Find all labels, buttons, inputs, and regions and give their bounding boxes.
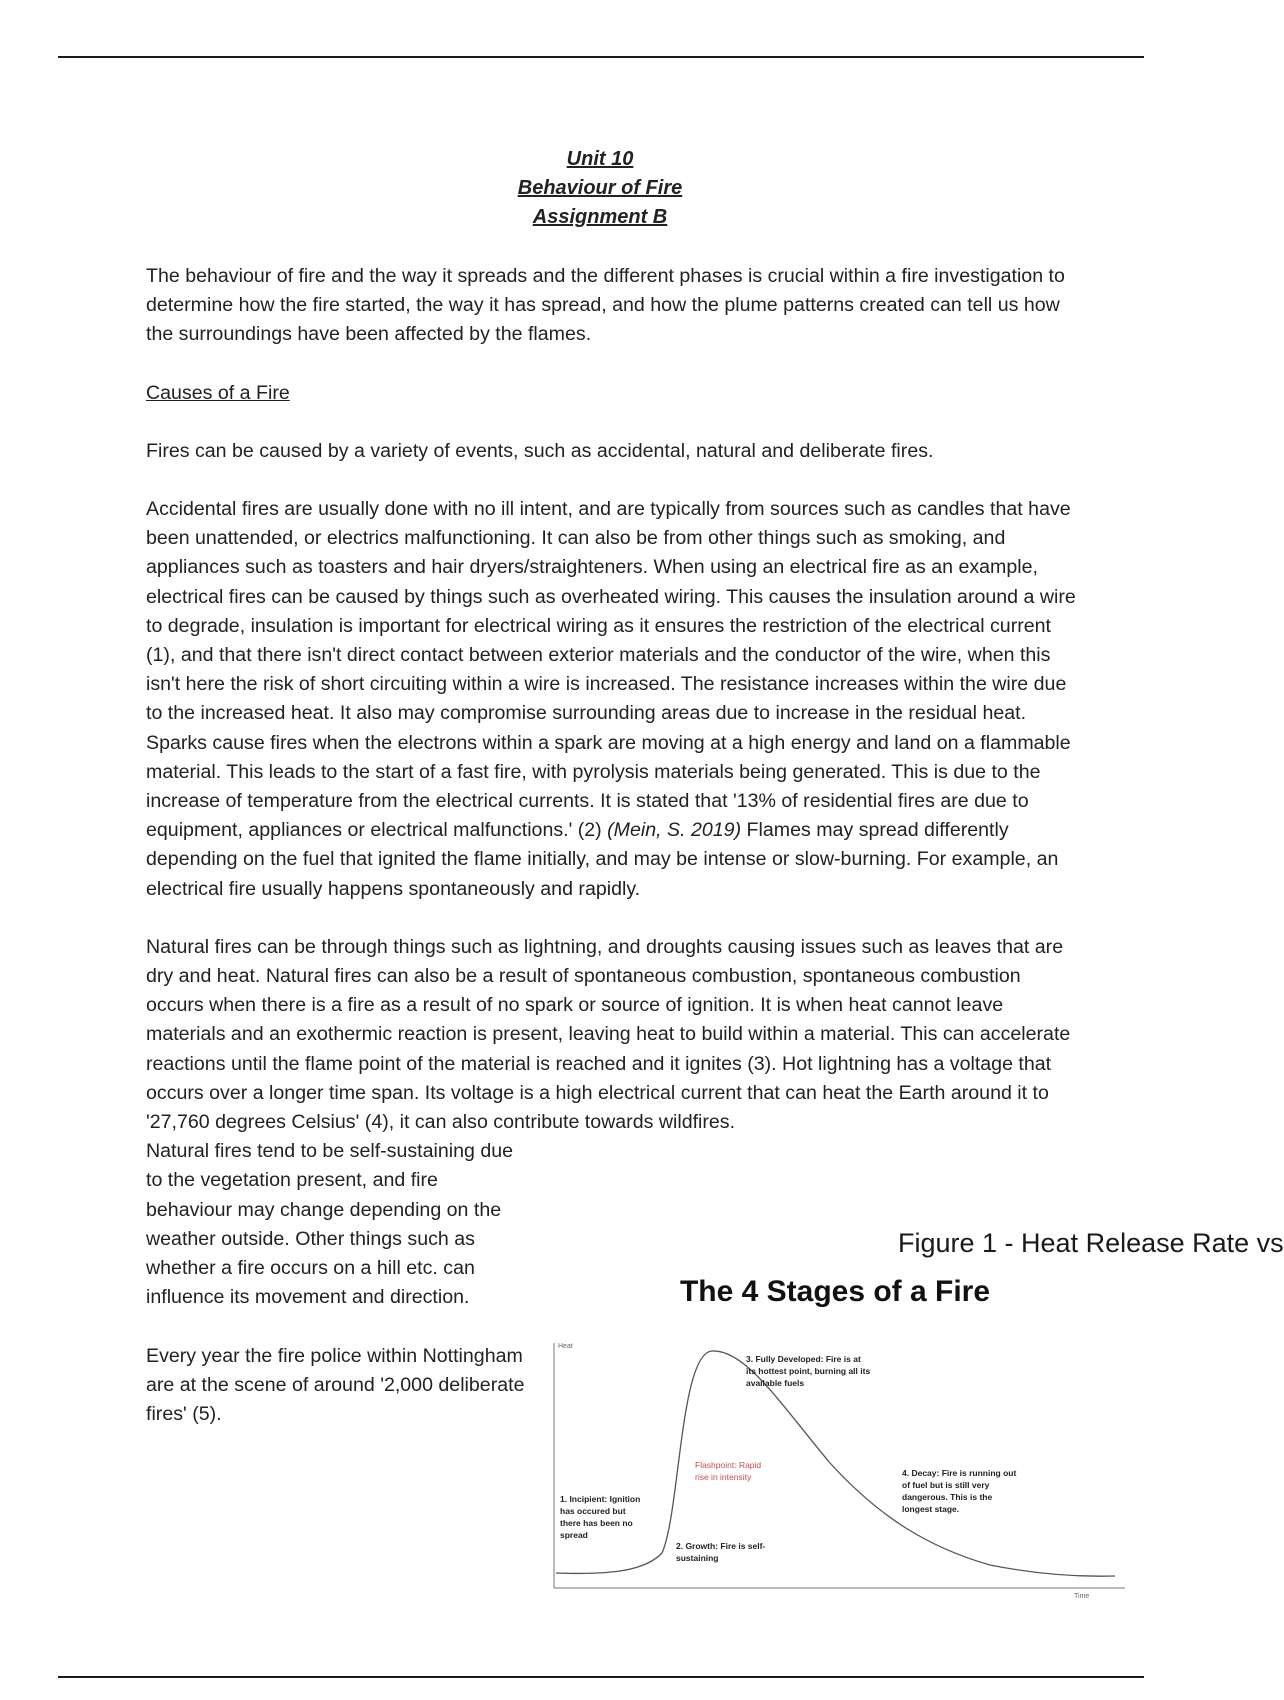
flashpoint-label: Flashpoint: Rapid rise in intensity (695, 1460, 762, 1482)
y-axis-label: Heat (558, 1343, 573, 1350)
fire-stages-figure (540, 1263, 1130, 1623)
accidental-text: Accidental fires are usually done with no ill intent, and are typically from sources such as candles that have been unattended, or electrics malfunctioning. It can also be from other things such as smoking, and appliances such as toasters and hair dryers/straighteners. When using an electrical fire as an example, electrical fires can be caused by things such as overheated wiring. This causes the insulation around a wire to degrade, insulation is important for electrical wiring as it ensures the restriction of the electrical current (1), and that there isn't direct contact between exterior materials and the conductor of the wire, when this isn't here the risk of short circuiting within a wire is increased. The resistance increases within the wire due to the increased heat. It also may compromise surrounding areas due to increase in the residual heat. Sparks cause fires when the electrons within a spark are moving at a high energy and land on a flammable material. This leads to the start of a fast fire, with pyrolysis materials being generated. This is due to the increase of temperature from the electrical currents. It is stated that '13% of residential fires are due to equipment, appliances or electrical malfunctions.' (2) (146, 498, 1076, 842)
unit-heading: Unit 10 (566, 148, 634, 170)
x-axis-label: Time (1074, 1593, 1090, 1600)
bottom-rule (58, 1676, 1144, 1678)
accidental-paragraph (146, 495, 1076, 904)
top-rule (58, 56, 1144, 58)
figure-caption: Figure 1 - Heat Release Rate vs (898, 1228, 1284, 1258)
stage1-label: 1. Incipient: Ignition has occured but there has been no spread (560, 1494, 641, 1540)
citation: (Mein, S. 2019) (607, 819, 742, 842)
natural-paragraph: Natural fires can be through things such as lightning, and droughts causing issues such as leaves that are dry and heat. Natural fires can also be a result of spontaneous combustion, spontaneous combustion occurs when there is a fire as a result of no spark or source of ignition. It is when heat cannot leave materials and an exothermic reaction is present, leaving heat to build within a material. This can accelerate reactions until the flame point of the material is reached and it ignites (3). Hot lightning has a voltage that occurs over a longer time span. Its voltage is a high electrical current that can heat the Earth around it to '27,760 degrees Celsius' (4), it can also contribute towards wildfires. (146, 935, 1071, 1134)
intro-paragraph: The behaviour of fire and the way it spreads and the different phases is crucial within a fire investigation to determine how the fire started, the way it has spread, and how the plume patterns created can tell us how the surroundings have been affected by the flames. (146, 265, 1065, 346)
accidental-text-end: Flames may spread differently depending on the fuel that ignited the flame initially, and may be intense or slow-burning. For example, an electrical fire usually happens spontaneously and rapidly. (146, 819, 1059, 900)
section-heading: Causes of a Fire (146, 381, 290, 404)
self-sustaining-paragraph: Natural fires tend to be self-sustaining due to the vegetation present, and fire behaviour may change depending on the weather outside. Other things such as whether a fire occurs on a hill etc. can influence its movement and direction. (146, 1140, 514, 1309)
title-heading: Behaviour of Fire (517, 177, 683, 199)
causes-paragraph: Fires can be caused by a variety of events, such as accidental, natural and deliberate fires. (146, 439, 934, 462)
assignment-heading: Assignment B (532, 206, 668, 228)
document-title (0, 145, 1200, 232)
stage2-label: 2. Growth: Fire is self-sustaining (676, 1541, 766, 1563)
left-column (146, 1137, 526, 1429)
fire-stages-graph (540, 1263, 1130, 1623)
deliberate-paragraph: Every year the fire police within Nottingham are at the scene of around '2,000 deliberate fires' (5). (146, 1344, 525, 1425)
figure-title: The 4 Stages of a Fire (679, 1275, 991, 1308)
stage3-label: 3. Fully Developed: Fire is at its hottest point, burning all its available fuels (746, 1354, 871, 1388)
stage4-label: 4. Decay: Fire is running out of fuel but is still very dangerous. This is the longest stage. (902, 1468, 1017, 1514)
